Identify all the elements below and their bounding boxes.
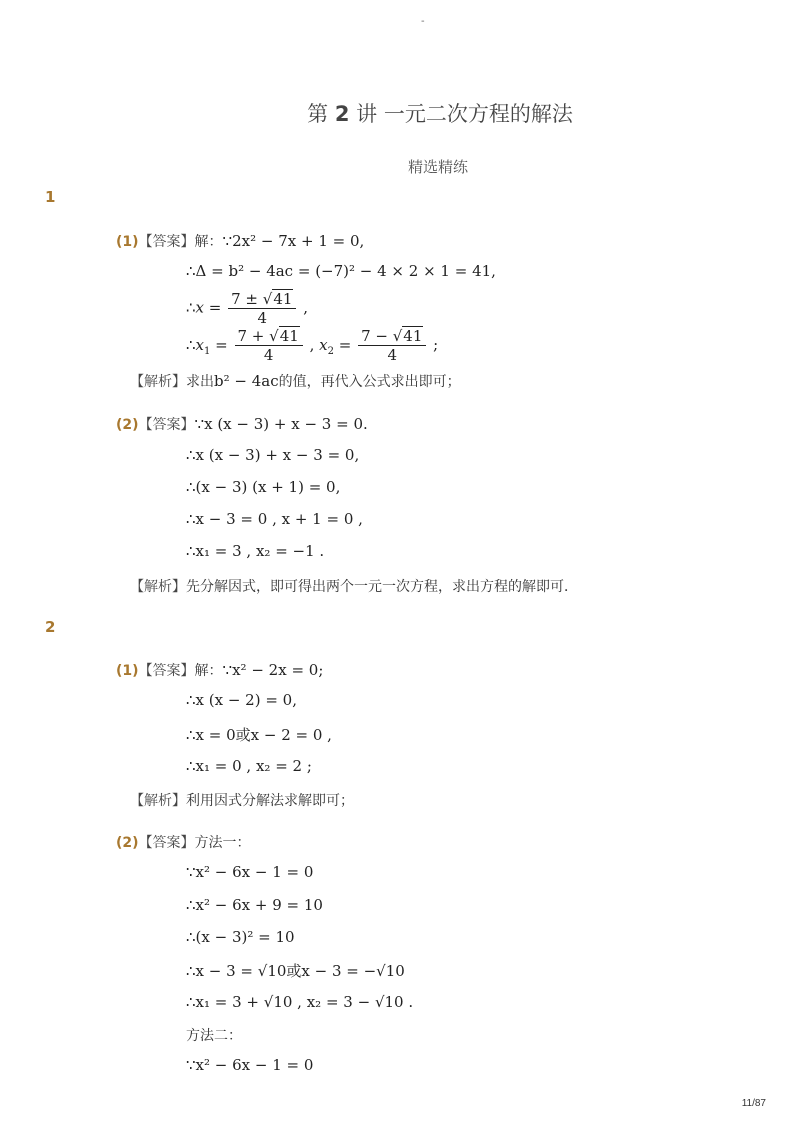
equation-line: ∵x² − 6x − 1 = 0 — [186, 863, 314, 881]
equation-line: ∴(x − 3) (x + 1) = 0, — [186, 478, 341, 496]
equation-line: ∴x − 3 = 0 , x + 1 = 0 , — [186, 510, 363, 528]
equation-line: ∴Δ = b² − 4ac = (−7)² − 4 × 2 × 1 = 41, — [186, 262, 496, 280]
title-prefix: 第 — [307, 102, 335, 126]
equation-line: ∵x (x − 3) + x − 3 = 0. — [194, 415, 368, 433]
page-title — [0, 98, 800, 128]
analysis-label — [130, 576, 578, 596]
header-mark: - — [421, 16, 425, 27]
method-label: 方法二： — [186, 1028, 242, 1044]
page-number: 11/87 — [741, 1098, 766, 1109]
equation-line: ∴x − 3 = √10或x − 3 = −√10 — [186, 962, 405, 980]
equation-line: ∵x² − 6x − 1 = 0 — [186, 1056, 314, 1074]
part-number: (1) — [116, 234, 139, 250]
answer-label — [116, 832, 251, 852]
solve-text: 解： — [194, 234, 223, 250]
equation-line: $\therefore x_1$ = $\frac{7 + √41}{4}$ , $x_2$ = $\frac{7 - √41}{4}$ ; — [186, 327, 439, 364]
equation-line: ∴(x − 3)² = 10 — [186, 928, 295, 946]
equation-line: ∴x = 0或x − 2 = 0 , — [186, 726, 332, 744]
title-number: 2 — [334, 102, 350, 126]
question-number: 1 — [45, 188, 56, 206]
equation-line: ∴x = $\frac{7 \pm √41}{4}$ , — [186, 290, 308, 327]
answer-tag: 【答案】 — [138, 835, 195, 851]
title-suffix: 讲 一元二次方程的解法 — [349, 102, 573, 126]
part-number: (2) — [116, 417, 139, 433]
analysis-tag: 【解析】 — [130, 793, 186, 809]
analysis-tag: 【解析】 — [130, 374, 186, 390]
analysis-label — [130, 371, 461, 391]
method-label: 方法一： — [194, 835, 251, 851]
equation-line: ∴x (x − 2) = 0, — [186, 691, 297, 709]
analysis-tag: 【解析】 — [130, 579, 186, 595]
solve-text: 解： — [194, 663, 223, 679]
analysis-text: 先分解因式，即可得出两个一元一次方程，求出方程的解即可． — [186, 579, 578, 595]
equation-line: ∴x (x − 3) + x − 3 = 0, — [186, 446, 360, 464]
analysis-text: 利用因式分解法求解即可； — [186, 793, 354, 809]
answer-tag: 【答案】 — [138, 663, 195, 679]
answer-label — [116, 414, 368, 434]
equation-line: ∴x² − 6x + 9 = 10 — [186, 896, 323, 914]
question-number: 2 — [45, 618, 56, 636]
analysis-label — [130, 790, 354, 810]
answer-tag: 【答案】 — [138, 417, 195, 433]
equation-line: ∵2x² − 7x + 1 = 0, — [222, 232, 365, 250]
analysis-text: 求出 — [186, 374, 214, 390]
equation-line: ∵x² − 2x = 0; — [222, 661, 324, 679]
analysis-expression: b² − 4ac — [214, 372, 279, 390]
answer-label — [116, 660, 323, 680]
part-number: (2) — [116, 835, 139, 851]
page-subtitle: 精选精练 — [407, 158, 468, 176]
answer-tag: 【答案】 — [138, 234, 195, 250]
analysis-text: 的值，再代入公式求出即可； — [278, 374, 461, 390]
answer-label — [116, 231, 364, 251]
equation-line: ∴x₁ = 3 , x₂ = −1 . — [186, 542, 325, 560]
equation-line: ∴x₁ = 0 , x₂ = 2 ; — [186, 757, 312, 775]
part-number: (1) — [116, 663, 139, 679]
equation-line: ∴x₁ = 3 + √10 , x₂ = 3 − √10 . — [186, 993, 414, 1011]
